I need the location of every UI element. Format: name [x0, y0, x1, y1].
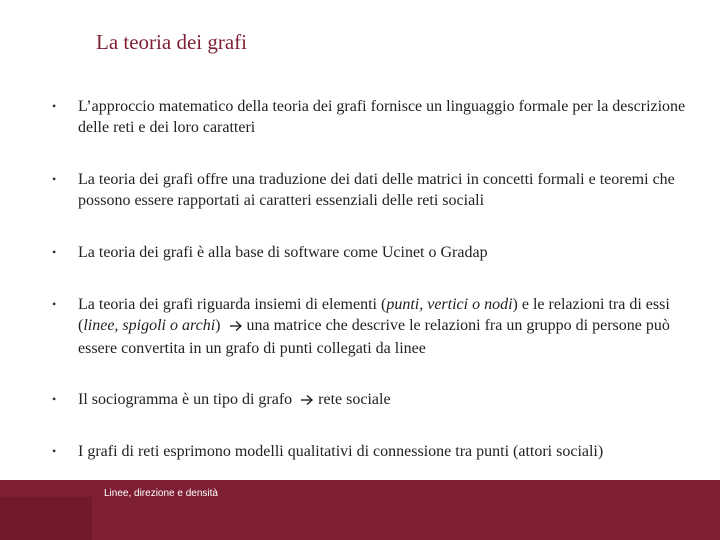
- bullet-marker: •: [52, 392, 57, 406]
- bullet-text-part: una matrice che descrive le relazioni fra un gruppo di persone può essere convertita in un grafo di punti collegati da linee: [78, 317, 670, 357]
- bullet-text: I grafi di reti esprimono modelli qualitativi di connessione tra punti (attori sociali): [78, 443, 604, 460]
- bullet-text-italic: punti, vertici o nodi: [386, 296, 513, 313]
- bullet-text: [78, 294, 692, 359]
- bullet-text-part: rete sociale: [318, 391, 391, 408]
- bullet-text: [78, 389, 692, 412]
- footer-accent-block: [0, 497, 92, 540]
- bullet-marker: •: [52, 444, 57, 458]
- bullet-text-part: La teoria dei grafi riguarda insiemi di elementi (: [78, 296, 387, 313]
- bullet-marker: •: [52, 99, 57, 113]
- bullet-text: La teoria dei grafi è alla base di software come Ucinet o Gradap: [78, 244, 488, 261]
- bullet-text-part: ) e le relazioni tra di essi (: [78, 296, 670, 334]
- bullet-item: [52, 242, 692, 263]
- bullet-item: [52, 441, 692, 462]
- bullet-text-italic: linee, spigoli o archi: [83, 317, 216, 334]
- bullet-marker: •: [52, 245, 57, 259]
- bullet-text-part: Il sociogramma è un tipo di grafo: [78, 391, 293, 408]
- bullet-marker: •: [52, 297, 57, 311]
- bullet-item: [52, 294, 692, 359]
- bullet-item: [52, 96, 692, 138]
- bullet-text: La teoria dei grafi offre una traduzione dei dati delle matrici in concetti formali e teoremi che possono essere rapportati ai caratteri essenziali delle reti sociali: [78, 171, 675, 209]
- bullet-text: L’approccio matematico della teoria dei grafi fornisce un linguaggio formale per la descrizione delle reti e dei loro caratteri: [78, 98, 686, 136]
- right-arrow-icon: [300, 391, 314, 412]
- footer-text: Linee, direzione e densità: [104, 488, 218, 499]
- bullet-text-part: ): [215, 317, 221, 334]
- bullet-item: [52, 389, 692, 412]
- right-arrow-icon: [229, 317, 243, 338]
- slide-title: La teoria dei grafi: [96, 30, 247, 54]
- bullet-marker: •: [52, 172, 57, 186]
- bullet-item: [52, 169, 692, 211]
